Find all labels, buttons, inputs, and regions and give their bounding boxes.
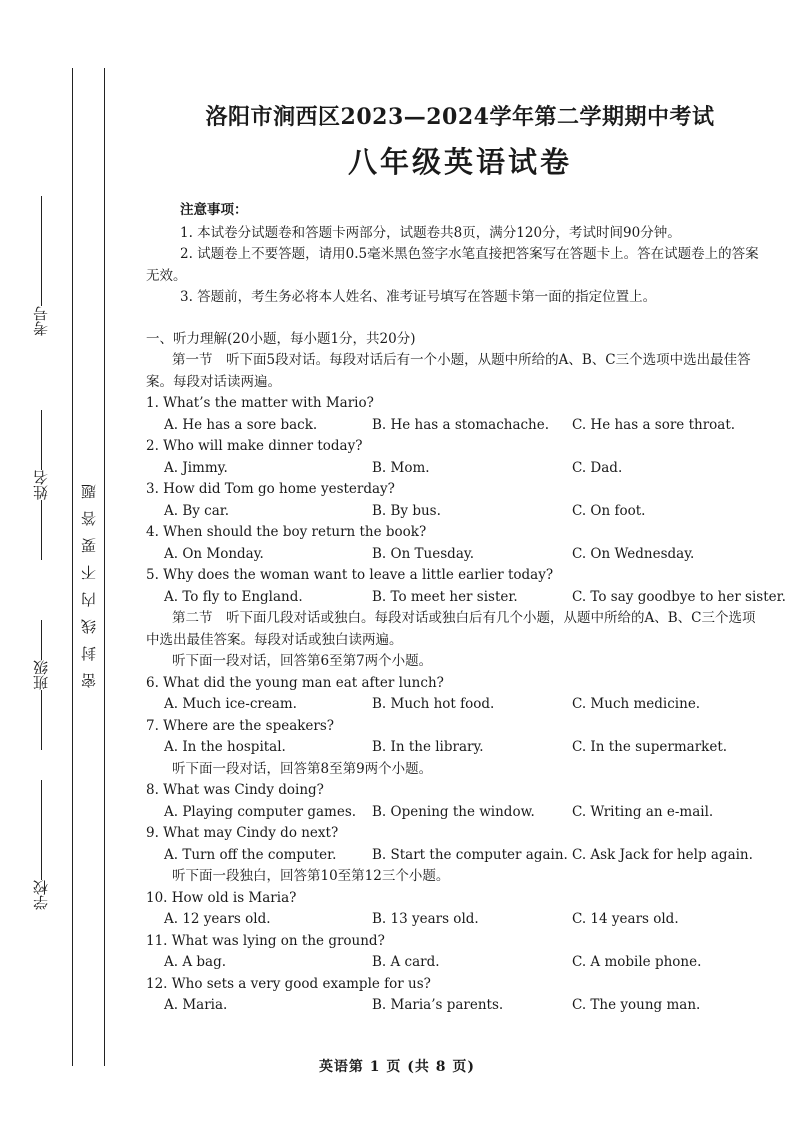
exam-content [146,200,786,1017]
class-field[interactable] [28,620,54,750]
page-footer: 英语第 1 页 (共 8 页) [318,1059,476,1075]
question-stem: 6. What did the young man eat after lunch? [146,674,444,691]
option-b: B. Opening the window. [372,803,535,820]
note-item: 2. 试题卷上不要答题，请用0.5毫米黑色签字水笔直接把答案写在答题卡上。答在试题卷上的答案无效。 [146,246,759,284]
intro-6-7: 听下面一段对话，回答第6至第7两个小题。 [172,653,433,669]
exam-title: 洛阳市涧西区2023—2024学年第二学期期中考试 [205,104,715,130]
school-blank[interactable] [41,780,42,880]
option-a: A. By car. [164,502,230,519]
question-1 [146,393,766,436]
question-2 [146,436,766,479]
binding-line-inner [104,68,105,1066]
class-blank[interactable] [41,620,42,660]
seal-line-notice: 密封线内不要答题 [80,472,98,688]
name-blank-2[interactable] [41,500,42,560]
option-b: B. Mom. [372,459,430,476]
option-b: B. Much hot food. [372,696,495,712]
notes-heading: 注意事项： [180,202,248,218]
exam-number-blank[interactable] [41,196,42,306]
question-stem: 8. What was Cindy doing? [146,782,324,798]
option-c: C. He has a sore throat. [572,416,736,433]
intro-8-9: 听下面一段对话，回答第8至第9两个小题。 [172,760,433,777]
exam-number-field[interactable] [28,196,54,336]
exam-subtitle: 八年级英语试卷 [347,145,572,179]
option-a: A. Playing computer games. [164,803,357,820]
option-a: A. On Monday. [164,545,264,562]
question-stem: 10. How old is Maria? [146,889,297,906]
option-c: C. A mobile phone. [572,954,702,970]
section-heading: 一、听力理解(20小题，每小题1分，共20分) [146,330,416,347]
option-c: C. Writing an e-mail. [572,803,714,820]
option-b: B. 13 years old. [372,911,479,927]
question-4 [146,522,766,565]
question-12 [146,974,766,1017]
school-label: 学校 [32,880,50,910]
option-c: C. On Wednesday. [572,545,695,562]
question-stem: 3. How did Tom go home yesterday? [146,481,395,497]
note-item: 3. 答题前，考生务必将本人姓名、准考证号填写在答题卡第一面的指定位置上。 [180,289,657,305]
option-a: A. Turn off the computer. [164,846,337,863]
intro-10-12: 听下面一段独白，回答第10至第12三个小题。 [172,868,450,884]
option-b: B. On Tuesday. [372,545,474,562]
option-a: A. He has a sore back. [164,416,318,433]
school-field[interactable] [28,780,54,910]
question-10 [146,888,766,931]
question-9 [146,823,766,866]
option-c: C. In the supermarket. [572,739,728,755]
option-b: B. By bus. [372,502,441,519]
option-c: C. 14 years old. [572,911,679,927]
question-8 [146,780,766,823]
question-3 [146,479,766,522]
option-a: A. 12 years old. [164,911,271,927]
option-c: C. Much medicine. [572,696,701,712]
question-11 [146,931,766,974]
question-stem: 1. What’s the matter with Mario? [146,395,374,411]
option-b: B. A card. [372,954,440,970]
option-b: B. In the library. [372,739,484,755]
name-label: 姓名 [32,470,50,500]
question-7 [146,716,766,759]
part1-heading: 第一节 听下面5段对话。每段对话后有一个小题，从题中所给的A、B、C三个选项中选出最佳答案。每段对话读两遍。 [146,352,751,390]
option-b: B. Start the computer again. [372,846,568,863]
option-a: A. In the hospital. [164,739,286,755]
exam-number-label: 考号 [32,306,50,336]
option-b: B. Maria’s parents. [372,997,504,1013]
question-5 [146,565,786,608]
option-a: A. To fly to England. [164,588,303,605]
option-a: A. A bag. [164,954,226,970]
option-a: A. Much ice-cream. [164,696,297,712]
option-c: C. On foot. [572,502,646,519]
class-label: 班级 [32,660,50,690]
question-stem: 12. Who sets a very good example for us? [146,975,431,992]
name-blank[interactable] [41,410,42,470]
class-blank-2[interactable] [41,690,42,750]
option-c: C. Ask Jack for help again. [572,846,753,863]
name-field[interactable] [28,410,54,560]
option-c: C. Dad. [572,459,623,476]
option-c: C. To say goodbye to her sister. [572,588,786,605]
question-stem: 4. When should the boy return the book? [146,524,427,540]
option-b: B. He has a stomachache. [372,416,550,433]
option-c: C. The young man. [572,997,701,1013]
question-stem: 2. Who will make dinner today? [146,438,363,454]
question-stem: 9. What may Cindy do next? [146,825,339,841]
question-stem: 11. What was lying on the ground? [146,932,385,949]
question-stem: 5. Why does the woman want to leave a little earlier today? [146,567,554,583]
option-a: A. Jimmy. [164,459,228,476]
option-b: B. To meet her sister. [372,588,518,605]
part2-heading: 第二节 听下面几段对话或独白。每段对话或独白后有几个小题，从题中所给的A、B、C三个选项中选出最佳答案。每段对话或独白读两遍。 [146,610,756,648]
binding-line-outer [72,68,73,1066]
note-item: 1. 本试卷分试题卷和答题卡两部分，试题卷共8页，满分120分，考试时间90分钟。 [180,224,681,241]
option-a: A. Maria. [164,997,228,1013]
question-6 [146,673,766,716]
question-stem: 7. Where are the speakers? [146,717,335,734]
